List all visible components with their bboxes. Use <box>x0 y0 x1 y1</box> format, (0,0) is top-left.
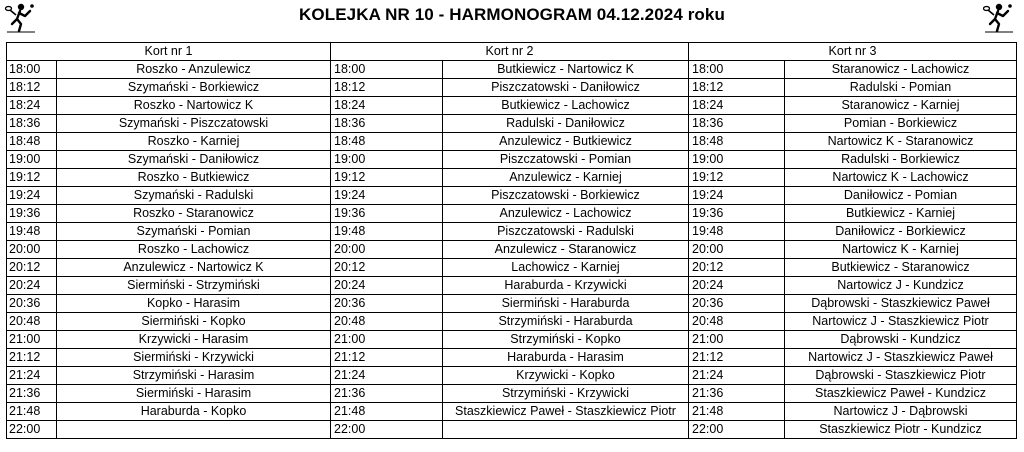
table-row <box>7 133 1017 151</box>
match-cell: Roszko - Karniej <box>57 133 331 151</box>
time-cell: 18:12 <box>7 79 57 97</box>
time-cell: 19:00 <box>689 151 785 169</box>
match-cell: Szymański - Piszczatowski <box>57 115 331 133</box>
match-cell: Piszczatowski - Pomian <box>443 151 689 169</box>
time-cell: 19:36 <box>7 205 57 223</box>
table-row <box>7 115 1017 133</box>
time-cell: 18:36 <box>331 115 443 133</box>
time-cell: 18:00 <box>689 61 785 79</box>
time-cell: 19:24 <box>689 187 785 205</box>
time-cell: 21:48 <box>331 403 443 421</box>
match-cell: Krzywicki - Kopko <box>443 367 689 385</box>
match-cell: Siermiński - Strzymiński <box>57 277 331 295</box>
table-row <box>7 223 1017 241</box>
time-cell: 19:48 <box>331 223 443 241</box>
schedule-body <box>7 61 1017 439</box>
match-cell: Nartowicz J - Dąbrowski <box>785 403 1017 421</box>
time-cell: 21:00 <box>689 331 785 349</box>
match-cell: Strzymiński - Krzywicki <box>443 385 689 403</box>
match-cell <box>443 421 689 439</box>
match-cell: Haraburda - Harasim <box>443 349 689 367</box>
time-cell: 19:12 <box>7 169 57 187</box>
time-cell: 21:12 <box>689 349 785 367</box>
time-cell: 18:00 <box>331 61 443 79</box>
match-cell: Butkiewicz - Lachowicz <box>443 97 689 115</box>
time-cell: 19:24 <box>7 187 57 205</box>
time-cell: 22:00 <box>7 421 57 439</box>
match-cell: Daniłowicz - Borkiewicz <box>785 223 1017 241</box>
match-cell: Radulski - Daniłowicz <box>443 115 689 133</box>
time-cell: 22:00 <box>331 421 443 439</box>
time-cell: 18:36 <box>689 115 785 133</box>
time-cell: 21:24 <box>7 367 57 385</box>
table-row <box>7 277 1017 295</box>
time-cell: 19:00 <box>331 151 443 169</box>
match-cell: Anzulewicz - Karniej <box>443 169 689 187</box>
match-cell: Siermiński - Kopko <box>57 313 331 331</box>
match-cell: Strzymiński - Haraburda <box>443 313 689 331</box>
time-cell: 18:48 <box>331 133 443 151</box>
match-cell: Roszko - Lachowicz <box>57 241 331 259</box>
schedule-table <box>6 42 1017 439</box>
match-cell: Daniłowicz - Pomian <box>785 187 1017 205</box>
court-header-2: Kort nr 2 <box>331 43 689 61</box>
match-cell: Piszczatowski - Daniłowicz <box>443 79 689 97</box>
table-row <box>7 313 1017 331</box>
time-cell: 20:00 <box>689 241 785 259</box>
time-cell: 19:48 <box>689 223 785 241</box>
match-cell: Nartowicz K - Karniej <box>785 241 1017 259</box>
page-header <box>0 0 1024 40</box>
match-cell: Roszko - Anzulewicz <box>57 61 331 79</box>
time-cell: 19:12 <box>331 169 443 187</box>
time-cell: 20:24 <box>689 277 785 295</box>
match-cell: Butkiewicz - Staranowicz <box>785 259 1017 277</box>
match-cell: Dąbrowski - Staszkiewicz Piotr <box>785 367 1017 385</box>
time-cell: 20:24 <box>331 277 443 295</box>
match-cell: Radulski - Pomian <box>785 79 1017 97</box>
time-cell: 21:00 <box>7 331 57 349</box>
match-cell: Szymański - Borkiewicz <box>57 79 331 97</box>
match-cell: Lachowicz - Karniej <box>443 259 689 277</box>
time-cell: 18:24 <box>689 97 785 115</box>
match-cell: Nartowicz K - Lachowicz <box>785 169 1017 187</box>
match-cell: Roszko - Nartowicz K <box>57 97 331 115</box>
time-cell: 20:48 <box>331 313 443 331</box>
table-row <box>7 349 1017 367</box>
time-cell: 20:00 <box>331 241 443 259</box>
table-row <box>7 205 1017 223</box>
time-cell: 20:36 <box>7 295 57 313</box>
match-cell: Dąbrowski - Kundzicz <box>785 331 1017 349</box>
match-cell: Pomian - Borkiewicz <box>785 115 1017 133</box>
time-cell: 19:12 <box>689 169 785 187</box>
table-row <box>7 403 1017 421</box>
match-cell: Roszko - Butkiewicz <box>57 169 331 187</box>
table-row <box>7 385 1017 403</box>
match-cell: Szymański - Radulski <box>57 187 331 205</box>
table-row <box>7 259 1017 277</box>
match-cell: Anzulewicz - Nartowicz K <box>57 259 331 277</box>
time-cell: 20:48 <box>7 313 57 331</box>
court-header-3: Kort nr 3 <box>689 43 1017 61</box>
match-cell: Szymański - Daniłowicz <box>57 151 331 169</box>
match-cell: Butkiewicz - Nartowicz K <box>443 61 689 79</box>
match-cell: Szymański - Pomian <box>57 223 331 241</box>
time-cell: 21:36 <box>331 385 443 403</box>
match-cell: Strzymiński - Kopko <box>443 331 689 349</box>
court-header-row <box>7 43 1017 61</box>
table-row <box>7 187 1017 205</box>
match-cell: Haraburda - Krzywicki <box>443 277 689 295</box>
time-cell: 21:48 <box>689 403 785 421</box>
time-cell: 21:12 <box>331 349 443 367</box>
time-cell: 18:48 <box>689 133 785 151</box>
time-cell: 20:36 <box>689 295 785 313</box>
match-cell <box>57 421 331 439</box>
match-cell: Anzulewicz - Lachowicz <box>443 205 689 223</box>
match-cell: Anzulewicz - Staranowicz <box>443 241 689 259</box>
match-cell: Nartowicz J - Kundzicz <box>785 277 1017 295</box>
table-row <box>7 97 1017 115</box>
time-cell: 18:24 <box>7 97 57 115</box>
time-cell: 21:12 <box>7 349 57 367</box>
time-cell: 18:36 <box>7 115 57 133</box>
page-title: KOLEJKA NR 10 - HARMONOGRAM 04.12.2024 roku <box>299 5 725 24</box>
match-cell: Staszkiewicz Paweł - Kundzicz <box>785 385 1017 403</box>
match-cell: Roszko - Staranowicz <box>57 205 331 223</box>
time-cell: 18:48 <box>7 133 57 151</box>
match-cell: Staszkiewicz Piotr - Kundzicz <box>785 421 1017 439</box>
time-cell: 21:24 <box>331 367 443 385</box>
tennis-player-icon <box>982 2 1016 34</box>
match-cell: Staranowicz - Lachowicz <box>785 61 1017 79</box>
table-row <box>7 367 1017 385</box>
time-cell: 20:12 <box>689 259 785 277</box>
match-cell: Strzymiński - Harasim <box>57 367 331 385</box>
match-cell: Staranowicz - Karniej <box>785 97 1017 115</box>
court-header-1: Kort nr 1 <box>7 43 331 61</box>
match-cell: Krzywicki - Harasim <box>57 331 331 349</box>
match-cell: Haraburda - Kopko <box>57 403 331 421</box>
table-row <box>7 151 1017 169</box>
table-row <box>7 331 1017 349</box>
match-cell: Dąbrowski - Staszkiewicz Paweł <box>785 295 1017 313</box>
time-cell: 20:36 <box>331 295 443 313</box>
time-cell: 21:48 <box>7 403 57 421</box>
table-row <box>7 421 1017 439</box>
time-cell: 19:24 <box>331 187 443 205</box>
time-cell: 22:00 <box>689 421 785 439</box>
time-cell: 18:24 <box>331 97 443 115</box>
time-cell: 21:36 <box>689 385 785 403</box>
time-cell: 20:48 <box>689 313 785 331</box>
time-cell: 19:36 <box>331 205 443 223</box>
match-cell: Butkiewicz - Karniej <box>785 205 1017 223</box>
match-cell: Nartowicz K - Staranowicz <box>785 133 1017 151</box>
time-cell: 20:00 <box>7 241 57 259</box>
table-row <box>7 241 1017 259</box>
match-cell: Kopko - Harasim <box>57 295 331 313</box>
table-row <box>7 61 1017 79</box>
time-cell: 18:00 <box>7 61 57 79</box>
table-row <box>7 169 1017 187</box>
time-cell: 19:48 <box>7 223 57 241</box>
time-cell: 20:24 <box>7 277 57 295</box>
match-cell: Anzulewicz - Butkiewicz <box>443 133 689 151</box>
match-cell: Piszczatowski - Radulski <box>443 223 689 241</box>
time-cell: 20:12 <box>331 259 443 277</box>
table-row <box>7 295 1017 313</box>
time-cell: 18:12 <box>331 79 443 97</box>
time-cell: 19:00 <box>7 151 57 169</box>
time-cell: 19:36 <box>689 205 785 223</box>
match-cell: Siermiński - Haraburda <box>443 295 689 313</box>
time-cell: 21:24 <box>689 367 785 385</box>
match-cell: Nartowicz J - Staszkiewicz Paweł <box>785 349 1017 367</box>
match-cell: Siermiński - Harasim <box>57 385 331 403</box>
time-cell: 20:12 <box>7 259 57 277</box>
time-cell: 21:00 <box>331 331 443 349</box>
match-cell: Siermiński - Krzywicki <box>57 349 331 367</box>
match-cell: Staszkiewicz Paweł - Staszkiewicz Piotr <box>443 403 689 421</box>
match-cell: Piszczatowski - Borkiewicz <box>443 187 689 205</box>
table-row <box>7 79 1017 97</box>
time-cell: 21:36 <box>7 385 57 403</box>
match-cell: Radulski - Borkiewicz <box>785 151 1017 169</box>
match-cell: Nartowicz J - Staszkiewicz Piotr <box>785 313 1017 331</box>
time-cell: 18:12 <box>689 79 785 97</box>
